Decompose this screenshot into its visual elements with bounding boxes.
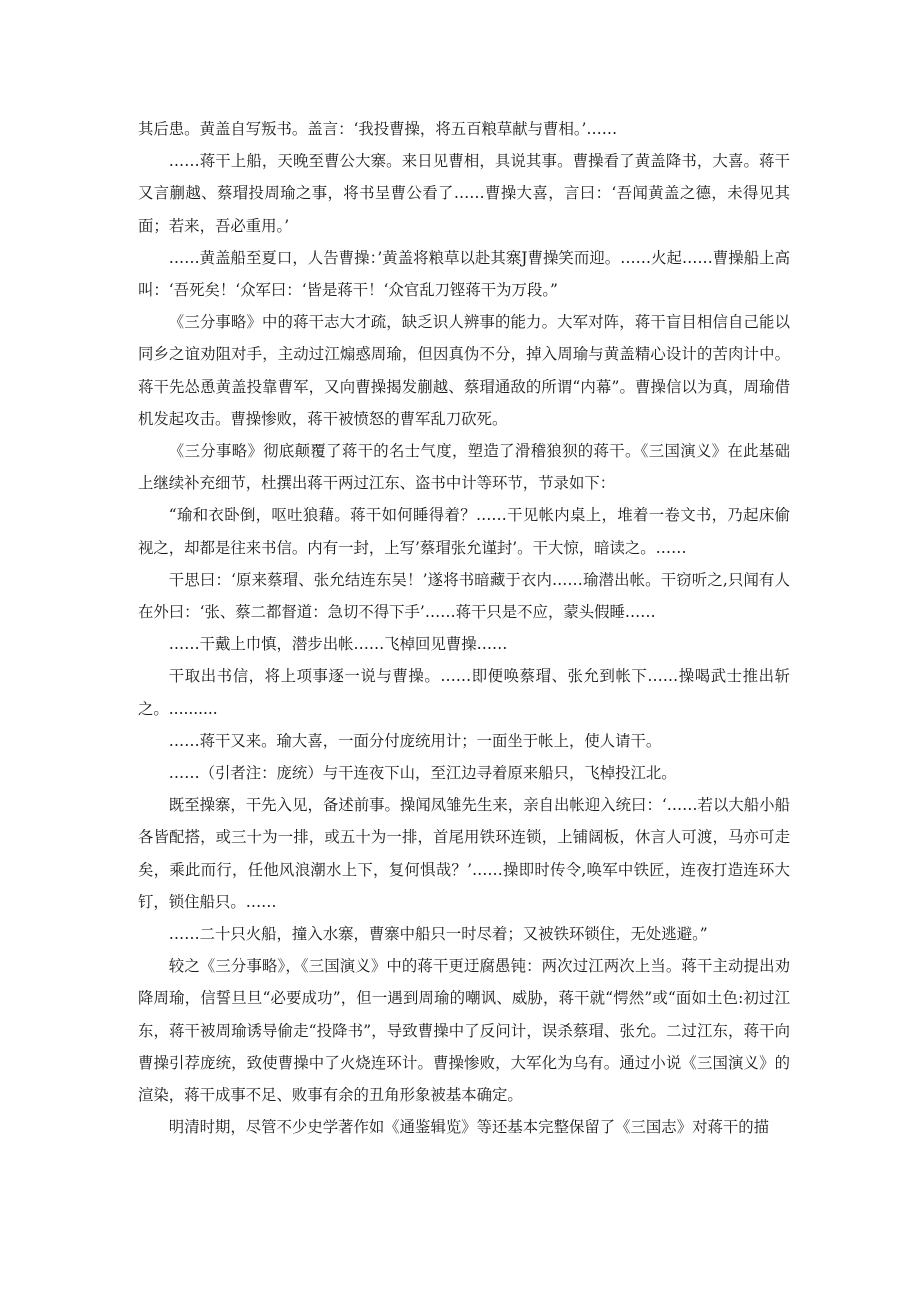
body-text: [138, 113, 790, 1144]
paragraph: 明清时期，尽管不少史学著作如《通鉴辑览》等还基本完整保留了《三国志》对蒋干的描: [168, 1118, 770, 1137]
paragraph: ……干戴上巾慎，潜步出帐……飞棹回见曹操……: [168, 635, 508, 654]
paragraph: ……二十只火船，撞入水寨，曹寨中船只一时尽着；又被铁环锁住，无处逃避。”: [168, 925, 708, 944]
paragraph: 干取出书信，将上项事逐一说与曹操。……即便唤蔡瑁、张允到帐下……操喝武士推出斩之。..........: [138, 667, 790, 718]
paragraph: 干思曰：‘原来蔡瑁、张允结连东吴！’遂将书暗藏于衣内……瑜潜出帐。干窃听之,只闻有人在外曰：‘张、蔡二都督道：急切不得下手’……蒋干只是不应，蒙头假睡……: [138, 570, 790, 622]
paragraph: 《三分事略》中的蒋干志大才疏，缺乏识人辨事的能力。大军对阵，蒋干盲目相信自己能以同乡之谊劝阻对手，主动过江煽惑周瑜，但因真伪不分，掉入周瑜与黄盖精心设计的苦肉计中。蒋干先怂恿黄盖投靠曹军，又向曹操揭发蒯越、蔡瑁通敌的所谓“内幕”。曹操信以为真，周瑜借机发起攻击。曹操惨败，蒋干被愤怒的曹军乱刀砍死。: [138, 313, 790, 428]
paragraph: “瑜和衣卧倒，呕吐狼藉。蒋干如何睡得着？……干见帐内桌上，堆着一卷文书，乃起床偷视之，却都是往来书信。内有一封，上写’蔡瑁张允谨封’。干大惊，暗读之。……: [138, 506, 790, 557]
paragraph: ……蒋干又来。瑜大喜，一面分付庞统用计；一面坐于帐上，使人请干。: [168, 731, 662, 750]
paragraph: 其后患。黄盖自写叛书。盖言：‘我投曹操，将五百粮草献与曹相。’……: [138, 120, 618, 138]
paragraph: 既至操寨，干先入见，备述前事。操闻凤雏先生来，亲自出帐迎入统曰：‘……若以大船小船各皆配搭，或三十为一排，或五十为一排，首尾用铁环连锁，上铺阔板，休言人可渡，马亦可走矣，乘此而行，任他风浪潮水上下，复何惧哉？’……操即时传令,唤军中铁匠，连夜打造连环大钉，锁住船只。……: [138, 796, 790, 911]
paragraph: ……蒋干上船，天晚至曹公大寨。来日见曹相，具说其事。曹操看了黄盖降书，大喜。蒋干又言蒯越、蔡瑁投周瑜之事，将书呈曹公看了……曹操大喜，言曰：‘吾闻黄盖之德，未得见其面；若来，吾必重用。’: [138, 152, 790, 235]
paragraph: 较之《三分事略》，《三国演义》中的蒋干更迂腐愚钝：两次过江两次上当。蒋干主动提出劝降周瑜，信誓旦旦“必要成功”，但一遇到周瑜的嘲讽、威胁，蒋干就“愕然”或“面如土色:初过江东，蒋干被周瑜诱导偷走“投降书”，导致曹操中了反问计，误杀蔡瑁、张允。二过江东，蒋干向曹操引荐庞统，致使曹操中了火烧连环计。曹操惨败，大军化为乌有。通过小说《三国演义》的渲染，蒋干成事不足、败事有余的丑角形象被基本确定。: [138, 957, 790, 1105]
paragraph: ……（引者注：庞统）与干连夜下山，至江边寻着原来船只，飞棹投江北。: [168, 764, 677, 783]
paragraph: ……黄盖船至夏口，人告曹操：’黄盖将粮草以赴其寨J曹操笑而迎。……火起……曹操船上高叫：‘吾死矣！‘众军曰：‘皆是蒋干！‘众官乱刀铿蒋干为万段。”: [138, 248, 790, 300]
paragraph: 《三分事略》彻底颠覆了蒋干的名士气度，塑造了滑稽狼狈的蒋干。《三国演义》在此基础上继续补充细节，杜撰出蒋干两过江东、盗书中计等环节，节录如下：: [138, 442, 790, 493]
